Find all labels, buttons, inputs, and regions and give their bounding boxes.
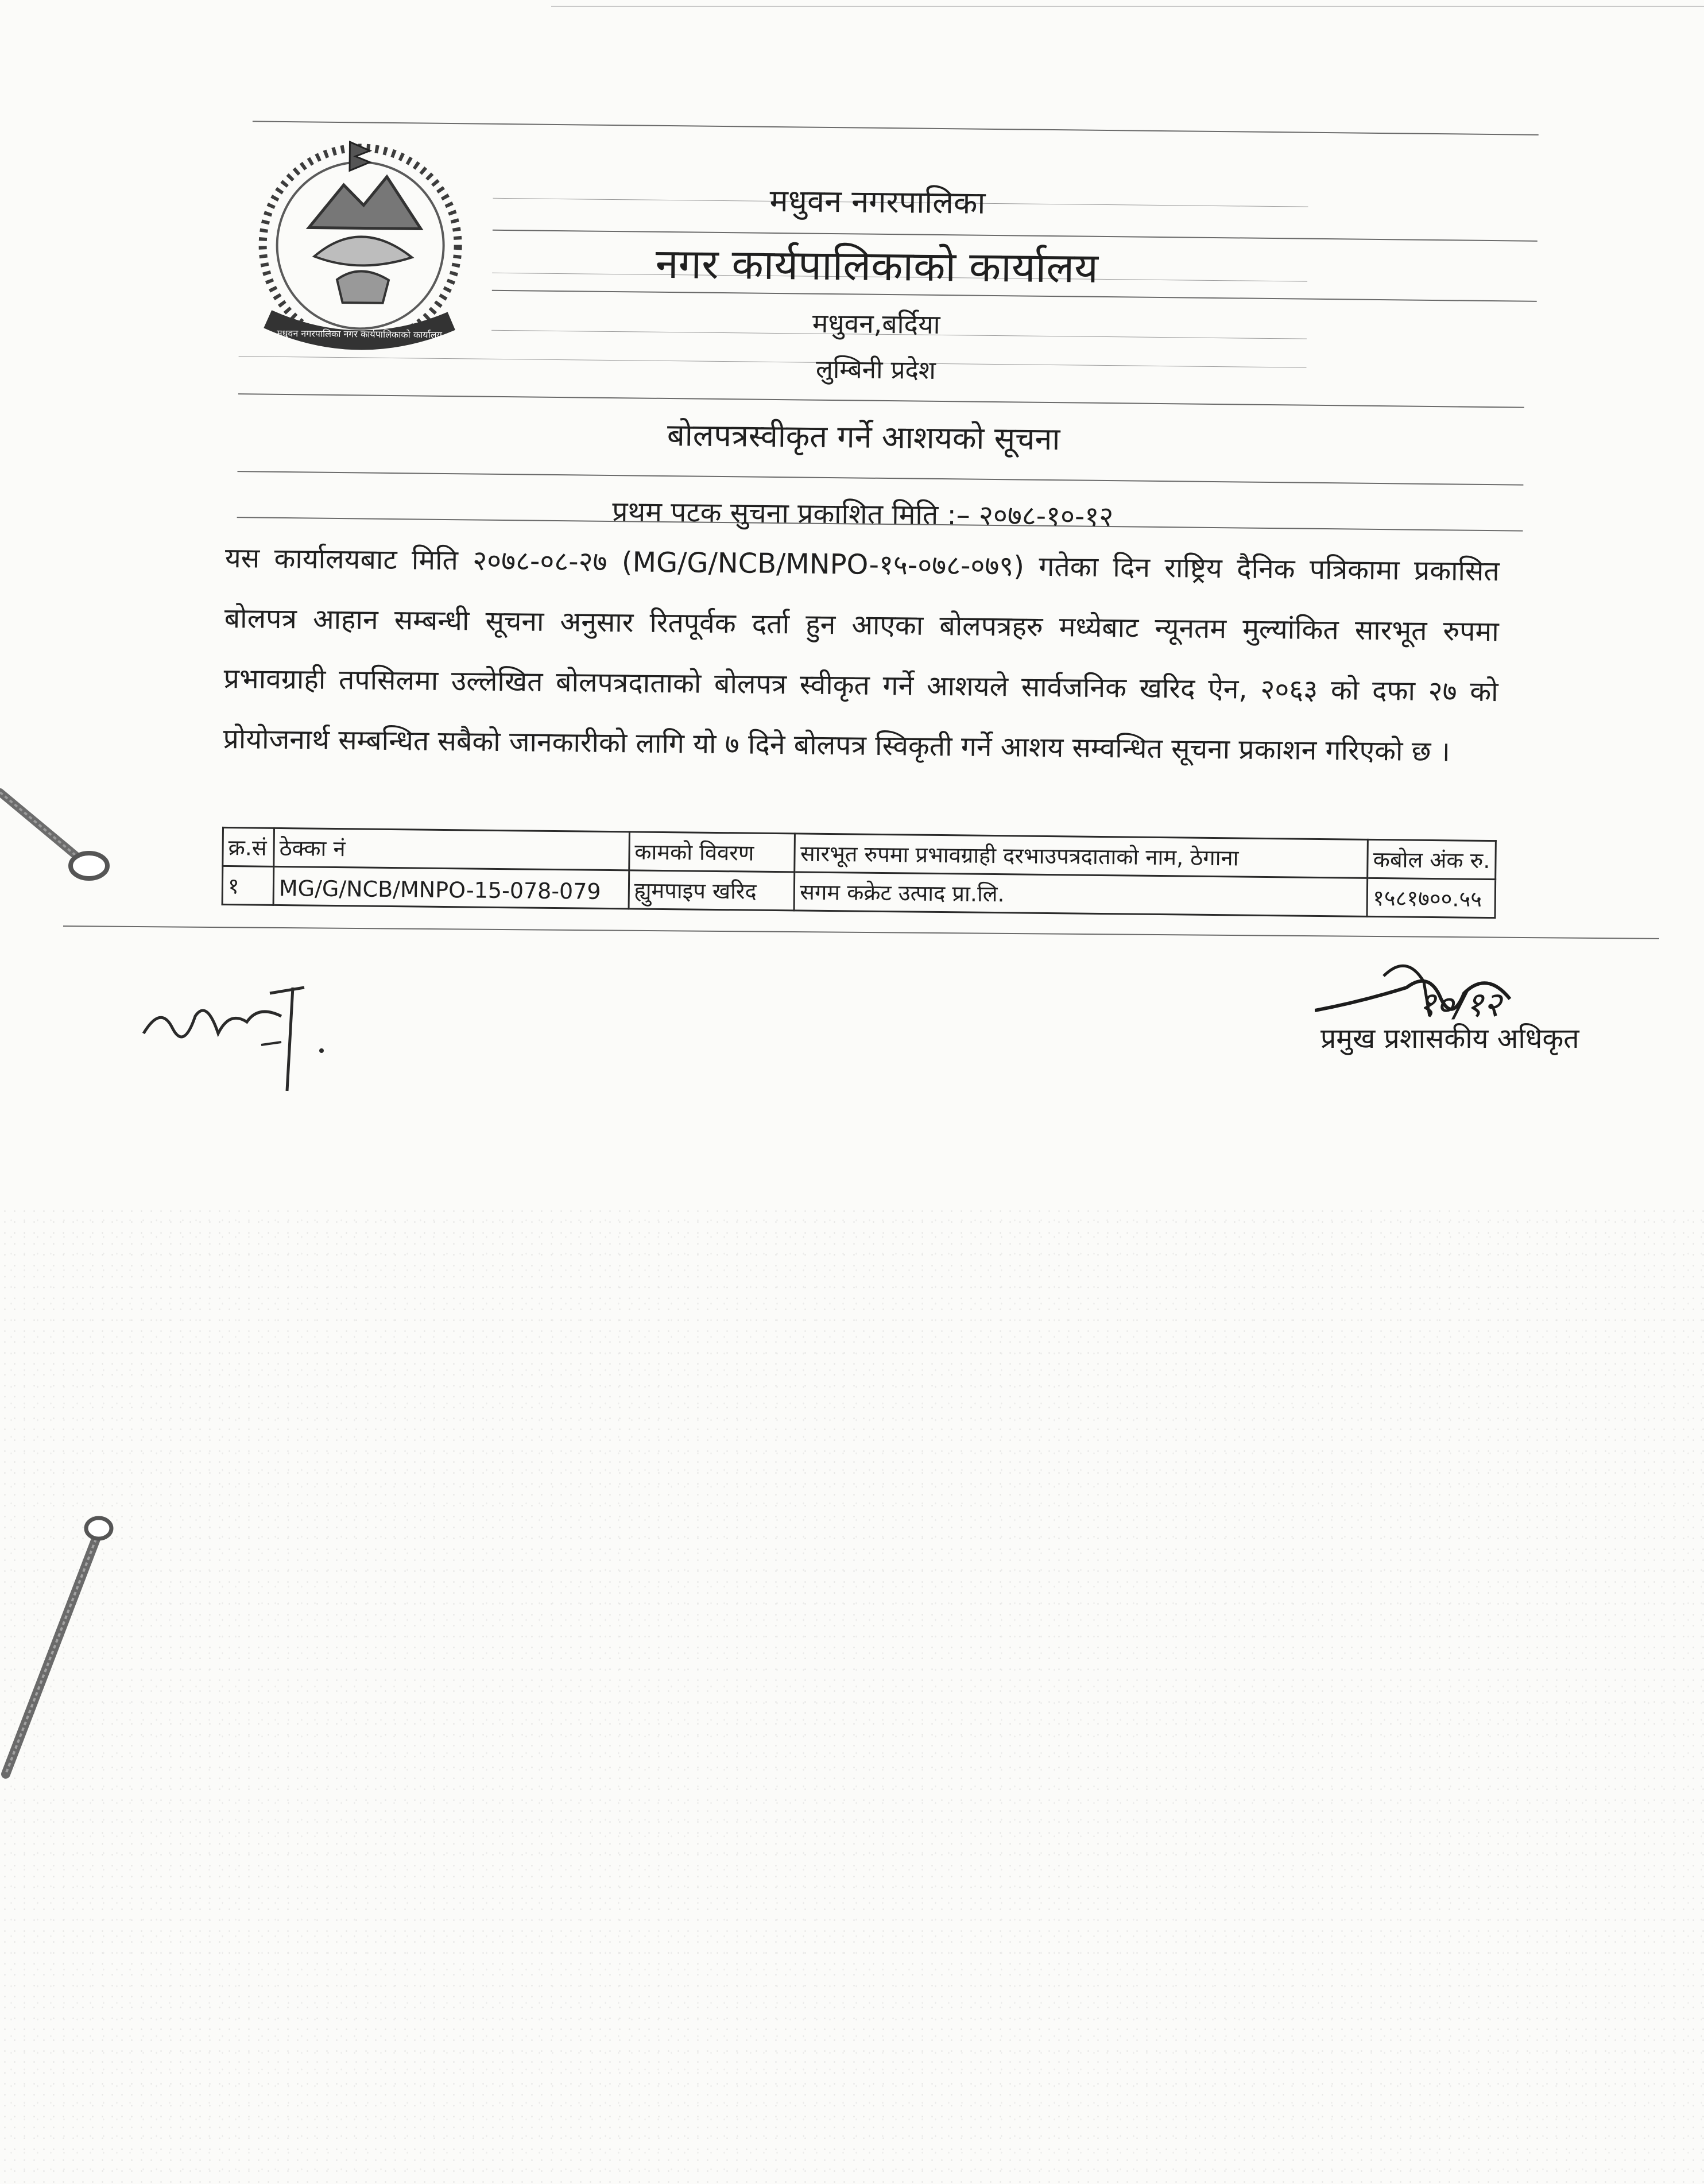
province-name: लुम्बिनी प्रदेश xyxy=(815,354,936,385)
header-bidder: सारभूत रुपमा प्रभावग्राही दरभाउपत्रदाताको नाम, ठेगाना xyxy=(795,834,1368,878)
notice-title: बोलपत्रस्वीकृत गर्ने आशयको सूचना xyxy=(667,417,1060,458)
rule xyxy=(237,471,1523,485)
signature-date: १०/१२ xyxy=(1418,985,1502,1025)
header-sn: क्र.सं xyxy=(223,827,274,866)
office-name: नगर कार्यपालिकाको कार्यालय xyxy=(655,239,1099,292)
cell-work-desc: ह्युमपाइप खरिद xyxy=(629,870,795,911)
binder-rod-top xyxy=(0,769,115,890)
header-contract-no: ठेक्का नं xyxy=(274,828,629,870)
paper-noise xyxy=(0,1206,1704,2184)
header-work-desc: कामको विवरण xyxy=(629,832,795,872)
cell-sn: १ xyxy=(222,866,274,905)
binder-rod-bottom xyxy=(0,1498,132,1786)
paper-top-edge xyxy=(551,0,1704,7)
publication-date: प्रथम पटक सुचना प्रकाशित मिति :– २०७८-१०-१२ xyxy=(611,495,1114,533)
office-location: मधुवन,बर्दिया xyxy=(812,307,940,340)
rule xyxy=(238,393,1524,408)
cell-bidder: सगम कक्रेट उत्पाद प्रा.लि. xyxy=(794,872,1367,916)
government-emblem xyxy=(245,129,477,361)
bid-table xyxy=(222,827,1497,919)
municipality-name: मधुवन नगरपालिका xyxy=(769,182,986,221)
emblem-banner-text: मधुवन नगरपालिका नगर कार्यपालिकाको कार्यालय xyxy=(276,327,443,340)
header-amount: कबोल अंक रु. xyxy=(1368,839,1496,879)
cell-amount: १५८१७००.५५ xyxy=(1367,878,1495,917)
handwritten-initials xyxy=(138,970,344,1097)
cell-contract-no: MG/G/NCB/MNPO-15-078-079 xyxy=(273,866,629,908)
notice-body: यस कार्यालयबाट मिति २०७८-०८-२७ (MG/G/NCB/MNPO-१५-०७८-०७९) गतेका दिन राष्ट्रिय दैनिक पत्रिकामा प्रकासित बोलपत्र आहान सम्बन्धी सूचना अनुसार रितपूर्वक दर्ता हुन आएका बोलपत्रहरु मध्येबाट न्यूनतम मुल्यांकित सारभूत रुपमा प्रभावग्राही तपसिलमा उल्लेखित बोलपत्रदाताको बोलपत्र स्वीकृत गर्ने आशयले सार्वजनिक खरिद ऐन, २०६३ को दफा २७ को प्रोयोजनार्थ सम्बन्धित सबैको जानकारीको लागि यो ७ दिने बोलपत्र स्विकृती गर्ने आशय सम्वन्धित सूचना प्रकाशन गरिएको छ । xyxy=(223,541,1500,768)
signatory-title: प्रमुख प्रशासकीय अधिकृत xyxy=(1320,1023,1579,1055)
